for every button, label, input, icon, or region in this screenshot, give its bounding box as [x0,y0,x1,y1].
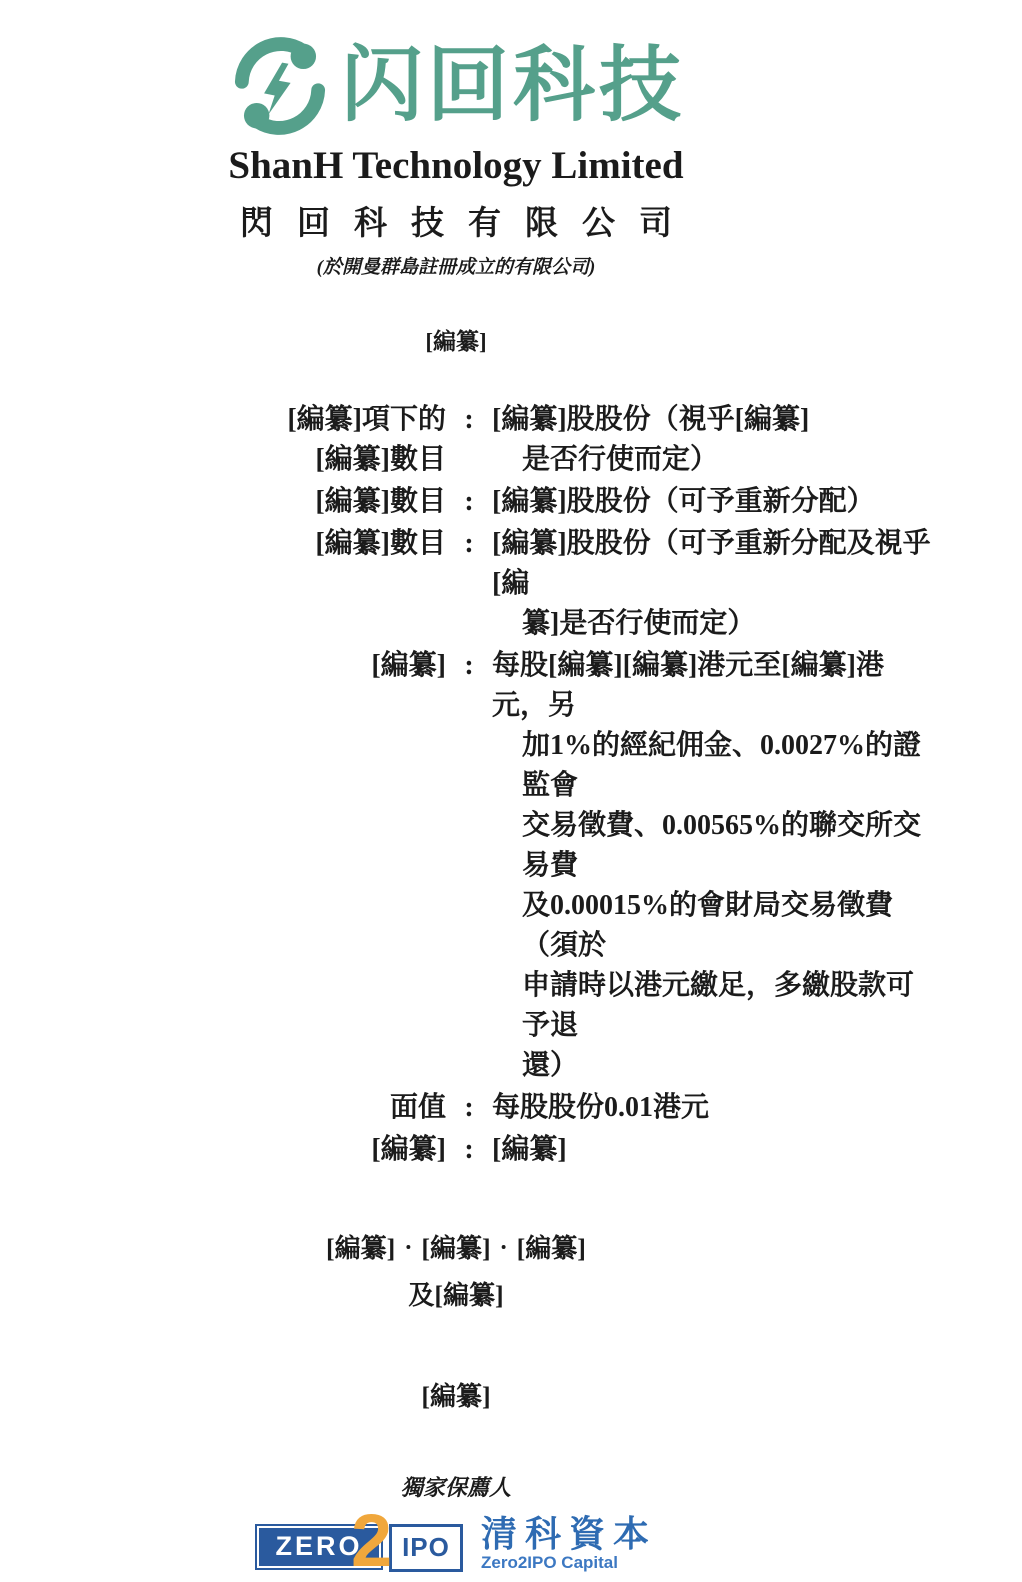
row-label: [編纂] [371,1133,446,1165]
redaction-heading: [編纂] [425,328,487,354]
row-colon: : [464,485,474,517]
ipo-box: IPO [389,1524,463,1572]
row-colon: : [464,1133,474,1165]
table-row [268,482,912,522]
row-colon: : [464,527,474,559]
table-row [268,646,922,1086]
row-label: [編纂]數目 [315,485,446,517]
row-label: [編纂]項下的 [編纂]數目 [287,403,446,475]
row-label: [編纂] [371,649,446,681]
table-row [268,1130,912,1170]
incorporation-note: (於開曼群島註冊成立的有限公司) [316,256,596,278]
sole-sponsor-heading: 獨家保薦人 [400,1474,511,1500]
row-colon: : [464,403,474,435]
company-name-english: ShanH Technology Limited [228,144,684,187]
flash-cycle-logo-icon [227,33,333,139]
company-logo [0,30,912,142]
row-value: [編纂]股股份（可予重新分配） [492,485,875,517]
row-colon: : [464,1091,474,1123]
offer-statistics-table [268,400,931,1170]
zero-box: ZERO [255,1524,383,1570]
row-colon: : [464,649,474,681]
row-value: 每股股份0.01港元 [492,1091,710,1123]
sponsor-logo-row [0,1498,912,1582]
two-digit: 2 [350,1498,393,1582]
sponsor-english-name: Zero2IPO Capital [480,1553,618,1573]
table-row [268,400,912,480]
sponsor-chinese-name: 清科資本 [480,1512,657,1554]
row-label: [編纂]數目 [315,527,446,559]
row-label: 面值 [389,1091,446,1123]
row-value: [編纂]股股份（視乎[編纂] 是否行使而定） [492,403,810,475]
lightning-bolt-icon [264,63,291,115]
table-row [268,1088,912,1128]
row-value: [編纂]股股份（可予重新分配及視乎[編 纂]是否行使而定） [492,527,931,639]
company-logo-text: 闪回科技 [340,40,685,131]
prospectus-cover-page [0,30,931,1582]
redaction-line-3: [編纂] [421,1381,491,1411]
row-value: 每股[編纂][編纂]港元至[編纂]港元，另 加1%的經紀佣金、0.0027%的證監會 交易徵費、0.00565%的聯交所交易費 及0.00015%的會財局交易徵費（須於 申請時以港元繳足，多繳股款可予退 還） [492,649,922,1081]
company-name-chinese: 閃回科技有限公司 [240,205,696,242]
zero2ipo-logo [255,1498,463,1582]
redaction-line-1: [編纂]‧[編纂]‧[編纂] [326,1233,586,1263]
table-row [268,524,931,644]
sponsor-name-block [481,1514,657,1574]
redaction-line-2: 及[編纂] [408,1280,504,1310]
row-value: [編纂] [492,1133,567,1165]
